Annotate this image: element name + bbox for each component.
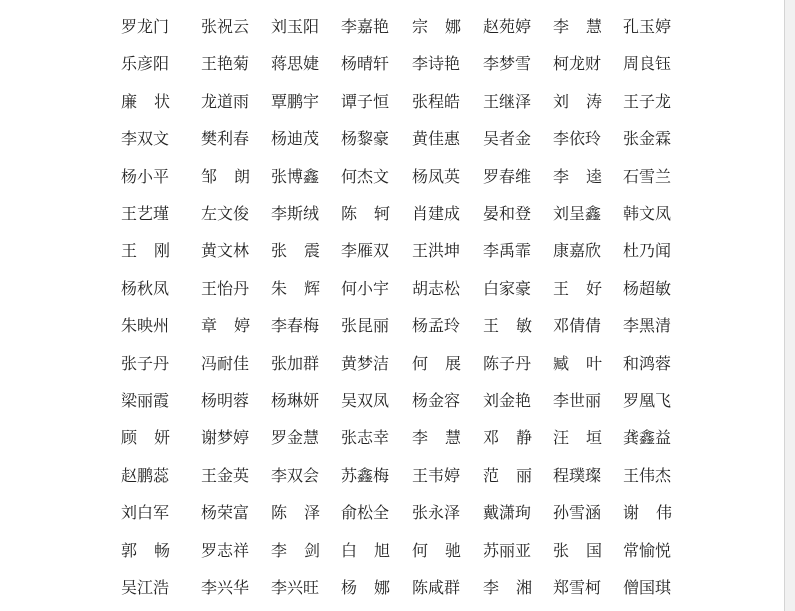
name-entry: 邓静 <box>483 428 550 448</box>
name-entry: 俞松全 <box>341 503 390 523</box>
name-entry: 谢梦婷 <box>201 428 250 448</box>
name-row <box>0 570 784 606</box>
name-entry: 罗志祥 <box>201 540 250 560</box>
name-entry: 章婷 <box>201 316 268 336</box>
name-row <box>0 196 784 232</box>
name-entry: 李双文 <box>121 129 170 149</box>
name-entry: 孙雪涵 <box>553 503 602 523</box>
name-entry: 张加群 <box>271 353 320 373</box>
name-entry: 范丽 <box>483 465 550 485</box>
name-entry: 白家豪 <box>483 278 532 298</box>
name-entry: 戴潇珣 <box>483 503 532 523</box>
name-entry: 何展 <box>412 353 479 373</box>
name-entry: 孔玉婷 <box>623 17 672 36</box>
name-entry: 杨凤英 <box>412 166 461 186</box>
name-entry: 王伟杰 <box>623 465 672 485</box>
name-entry: 赵苑婷 <box>483 17 532 36</box>
name-entry: 汪垣 <box>553 428 620 448</box>
name-entry: 黄文林 <box>201 241 250 261</box>
name-entry: 白旭 <box>341 540 408 560</box>
name-entry: 邹朗 <box>201 166 268 186</box>
name-entry: 杜乃闻 <box>623 241 672 261</box>
name-entry: 谢伟 <box>623 503 690 523</box>
name-entry: 杨迪茂 <box>271 129 320 149</box>
name-entry: 和鸿蓉 <box>623 353 672 373</box>
name-entry: 王继泽 <box>483 91 532 111</box>
name-entry: 王怡丹 <box>201 278 250 298</box>
name-entry: 王洪坤 <box>412 241 461 261</box>
name-entry: 龙道雨 <box>201 91 250 111</box>
name-entry: 杨黎豪 <box>341 129 390 149</box>
name-entry: 樊利春 <box>201 129 250 149</box>
name-entry: 李春梅 <box>271 316 320 336</box>
name-entry: 郭畅 <box>121 540 188 560</box>
name-entry: 张震 <box>271 241 338 261</box>
name-entry: 杨秋凤 <box>121 278 170 298</box>
name-row <box>0 46 784 82</box>
name-entry: 左文俊 <box>201 204 250 223</box>
name-entry: 张永泽 <box>412 503 461 523</box>
name-row <box>0 383 784 419</box>
name-entry: 蒋思婕 <box>271 54 320 74</box>
name-row <box>0 533 784 569</box>
name-entry: 臧叶 <box>553 353 620 373</box>
name-entry: 何杰文 <box>341 166 390 186</box>
name-entry: 郑雪柯 <box>553 578 602 597</box>
name-entry: 苏丽亚 <box>483 540 532 560</box>
name-entry: 李兴华 <box>201 578 250 597</box>
name-entry: 李湘 <box>483 578 550 597</box>
name-entry: 程璞璨 <box>553 465 602 485</box>
name-entry: 张子丹 <box>121 353 170 373</box>
name-entry: 朱辉 <box>271 278 338 298</box>
name-entry: 僧国琪 <box>623 578 672 597</box>
name-entry: 谭子恒 <box>341 91 390 111</box>
name-row <box>0 271 784 307</box>
name-entry: 张祝云 <box>201 17 250 36</box>
name-entry: 李逵 <box>553 166 620 186</box>
name-entry: 张博鑫 <box>271 166 320 186</box>
name-entry: 王好 <box>553 278 620 298</box>
name-entry: 黄梦洁 <box>341 353 390 373</box>
name-entry: 吴者金 <box>483 129 532 149</box>
name-entry: 吴江浩 <box>121 578 170 597</box>
name-entry: 李双会 <box>271 465 320 485</box>
name-entry: 王韦婷 <box>412 465 461 485</box>
name-entry: 杨荣富 <box>201 503 250 523</box>
name-entry: 张金霖 <box>623 129 672 149</box>
name-entry: 杨金容 <box>412 391 461 410</box>
name-entry: 王子龙 <box>623 91 672 111</box>
name-entry: 罗龙门 <box>121 17 170 36</box>
name-entry: 罗金慧 <box>271 428 320 448</box>
name-entry: 何驰 <box>412 540 479 560</box>
name-entry: 晏和登 <box>483 204 532 223</box>
name-entry: 杨明蓉 <box>201 391 250 410</box>
name-entry: 韩文凤 <box>623 204 672 223</box>
name-entry: 张昆丽 <box>341 316 390 336</box>
name-entry: 罗凰飞 <box>623 391 672 410</box>
name-entry: 陈咸群 <box>412 578 461 597</box>
name-entry: 李禹霏 <box>483 241 532 261</box>
name-entry: 罗春维 <box>483 166 532 186</box>
name-row <box>0 9 784 45</box>
name-entry: 梁丽霞 <box>121 391 170 410</box>
name-entry: 杨孟玲 <box>412 316 461 336</box>
name-entry: 吴双凤 <box>341 391 390 410</box>
name-row <box>0 159 784 195</box>
name-entry: 赵鹏蕊 <box>121 465 170 485</box>
name-entry: 刘玉阳 <box>271 17 320 36</box>
name-entry: 陈泽 <box>271 503 338 523</box>
name-entry: 冯耐佳 <box>201 353 250 373</box>
name-entry: 李黑清 <box>623 316 672 336</box>
name-entry: 何小宇 <box>341 278 390 298</box>
name-entry: 杨超敏 <box>623 278 672 298</box>
name-entry: 邓倩倩 <box>553 316 602 336</box>
name-row <box>0 495 784 531</box>
name-entry: 龚鑫益 <box>623 428 672 448</box>
name-entry: 张国 <box>553 540 620 560</box>
name-entry: 李兴旺 <box>271 578 320 597</box>
name-row <box>0 233 784 269</box>
name-entry: 王敏 <box>483 316 550 336</box>
name-entry: 杨琳妍 <box>271 391 320 410</box>
name-entry: 王艺瑾 <box>121 204 170 223</box>
name-entry: 苏鑫梅 <box>341 465 390 485</box>
name-entry: 宗娜 <box>412 17 479 36</box>
name-entry: 李慧 <box>412 428 479 448</box>
name-entry: 覃鹏宇 <box>271 91 320 111</box>
name-entry: 杨晴轩 <box>341 54 390 74</box>
name-row <box>0 121 784 157</box>
name-entry: 刘呈鑫 <box>553 204 602 223</box>
name-entry: 王金英 <box>201 465 250 485</box>
name-entry: 李慧 <box>553 17 620 36</box>
name-entry: 石雪兰 <box>623 166 672 186</box>
name-entry: 廉状 <box>121 91 188 111</box>
name-entry: 肖建成 <box>412 204 461 223</box>
name-entry: 乐彦阳 <box>121 54 170 74</box>
name-entry: 李斯绒 <box>271 204 320 223</box>
name-entry: 李依玲 <box>553 129 602 149</box>
name-entry: 张志幸 <box>341 428 390 448</box>
name-row <box>0 84 784 120</box>
name-entry: 胡志松 <box>412 278 461 298</box>
name-entry: 张程皓 <box>412 91 461 111</box>
name-entry: 黄佳惠 <box>412 129 461 149</box>
name-entry: 柯龙财 <box>553 54 602 74</box>
name-entry: 杨小平 <box>121 166 170 186</box>
name-entry: 康嘉欣 <box>553 241 602 261</box>
name-entry: 常愉悦 <box>623 540 672 560</box>
name-row <box>0 346 784 382</box>
name-entry: 顾妍 <box>121 428 188 448</box>
name-entry: 陈子丹 <box>483 353 532 373</box>
name-entry: 李世丽 <box>553 391 602 410</box>
name-row <box>0 308 784 344</box>
name-entry: 李雁双 <box>341 241 390 261</box>
name-entry: 杨娜 <box>341 578 408 597</box>
name-row <box>0 458 784 494</box>
name-entry: 陈轲 <box>341 204 408 223</box>
name-entry: 李嘉艳 <box>341 17 390 36</box>
name-entry: 王艳菊 <box>201 54 250 74</box>
name-entry: 刘白军 <box>121 503 170 523</box>
name-entry: 刘涛 <box>553 91 620 111</box>
name-row <box>0 420 784 456</box>
name-entry: 刘金艳 <box>483 391 532 410</box>
name-entry: 周良钰 <box>623 54 672 74</box>
name-entry: 李剑 <box>271 540 338 560</box>
name-entry: 王刚 <box>121 241 188 261</box>
name-entry: 李诗艳 <box>412 54 461 74</box>
name-entry: 朱映州 <box>121 316 170 336</box>
name-entry: 李梦雪 <box>483 54 532 74</box>
